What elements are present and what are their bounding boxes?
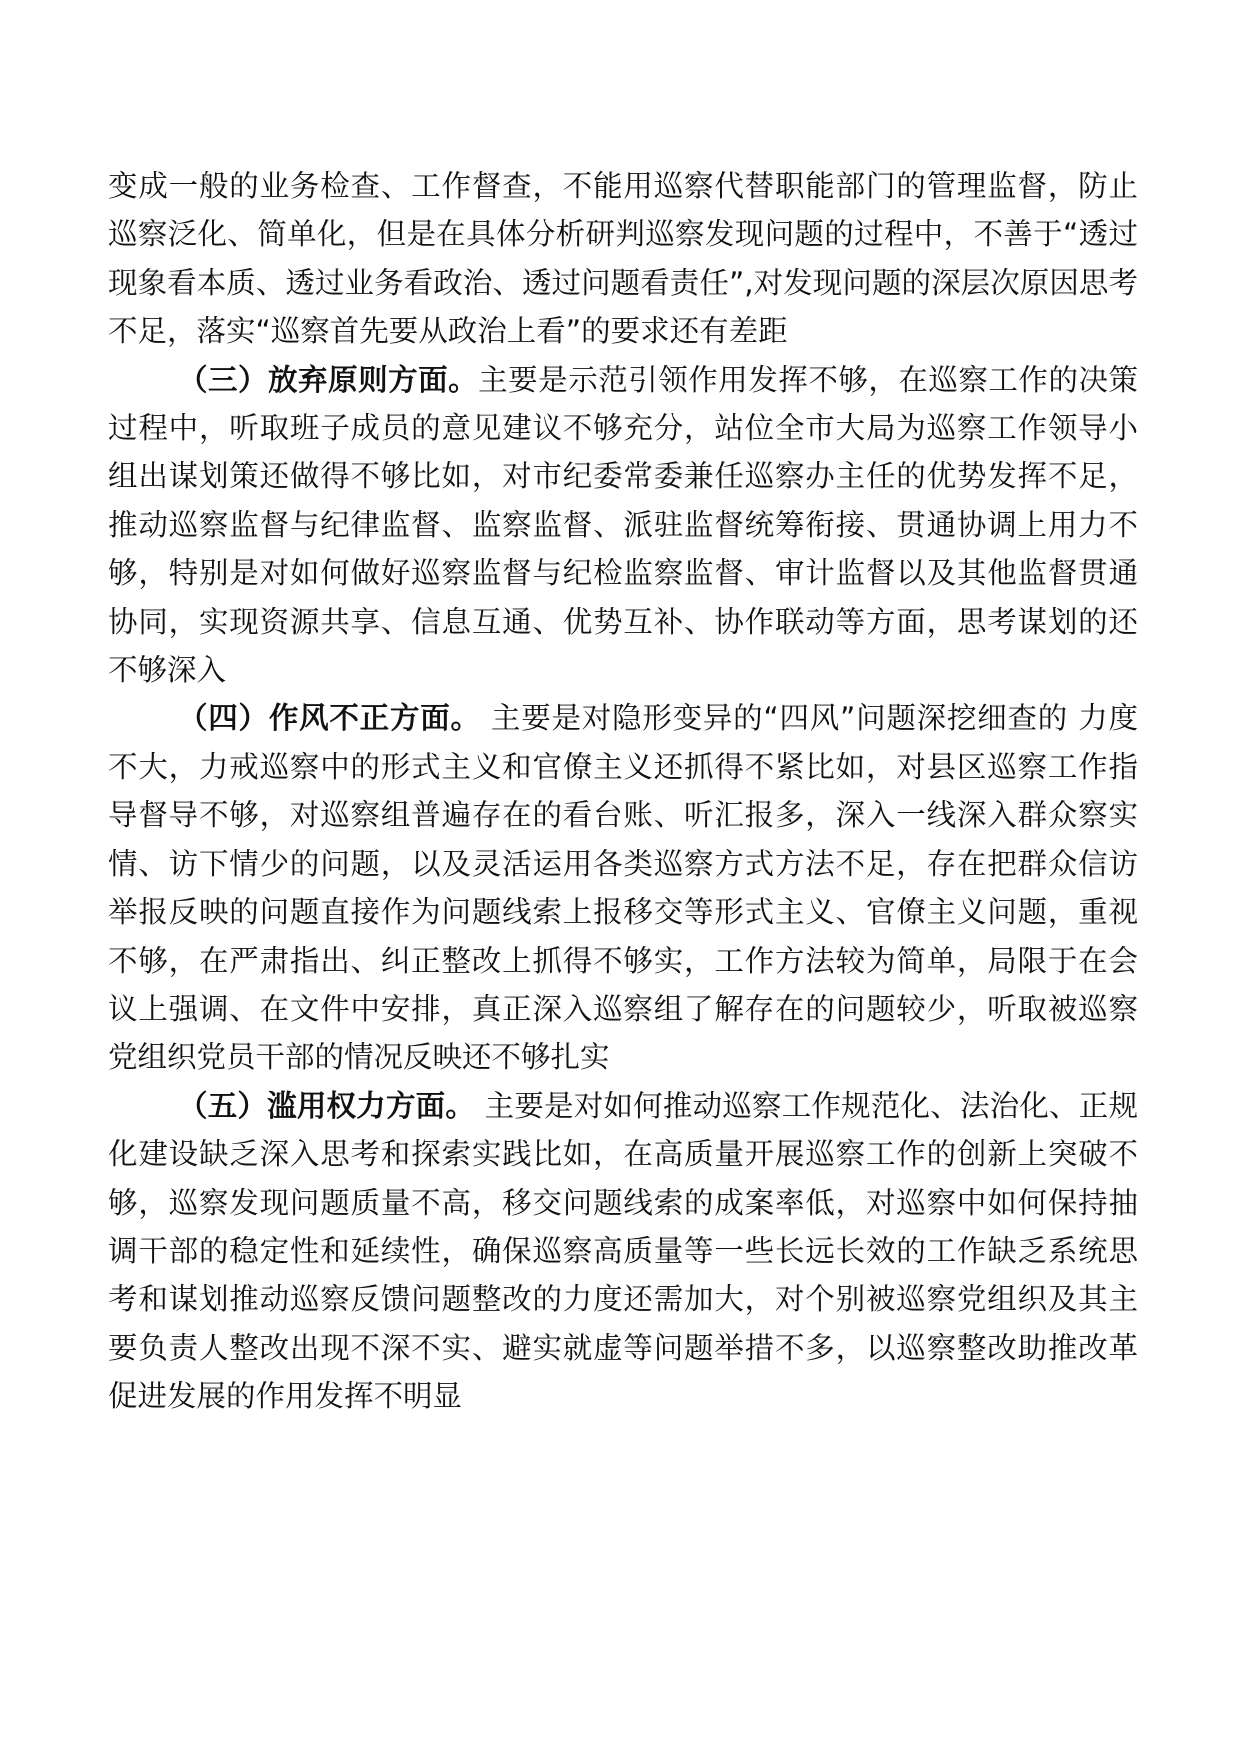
paragraph-body: 主要是对隐形变异的“四风”问题深挖细查的 力度不大，力戒巡察中的形式主义和官僚主义还抓得不紧比如，对县区巡察工作指导督导不够，对巡察组普遍存在的看台账、听汇报多，深入一线深入群众察实情、访下情少的问题，以及灵活运用各类巡察方式方法不足，存在把群众信访举报反映的问题直接作为问题线索上报移交等形式主义、官僚主义问题，重视不够，在严肃指出、纠正整改上抓得不够实，工作方法较为简单，局限于在会议上强调、在文件中安排，真正深入巡察组了解存在的问题较少，听取被巡察党组织党员干部的情况反映还不够扎实: [108, 701, 1138, 1075]
paragraph-body: 主要是示范引领作用发挥不够，在巡察工作的决策过程中，听取班子成员的意见建议不够充分，站位全市大局为巡察工作领导小组出谋划策还做得不够比如，对市纪委常委兼任巡察办主任的优势发挥不足，推动巡察监督与纪律监督、监察监督、派驻监督统筹衔接、贯通协调上用力不够，特别是对如何做好巡察监督与纪检监察监督、审计监督以及其他监督贯通协同，实现资源共享、信息互通、优势互补、协作联动等方面，思考谋划的还不够深入: [108, 362, 1138, 688]
section-heading: （四）作风不正方面。: [178, 701, 481, 736]
paragraph-continuation: [108, 162, 1138, 356]
paragraph-section-3: [108, 356, 1138, 695]
paragraph-body: 变成一般的业务检查、工作督查，不能用巡察代替职能部门的管理监督，防止巡察泛化、简单化，但是在具体分析研判巡察发现问题的过程中，不善于“透过现象看本质、透过业务看政治、透过问题看责任”,对发现问题的深层次原因思考不足，落实“巡察首先要从政治上看”的要求还有差距: [108, 169, 1138, 349]
paragraph-body: 主要是对如何推动巡察工作规范化、法治化、正规化建设缺乏深入思考和探索实践比如，在高质量开展巡察工作的创新上突破不够，巡察发现问题质量不高，移交问题线索的成案率低，对巡察中如何保持抽调干部的稳定性和延续性，确保巡察高质量等一些长远长效的工作缺乏系统思考和谋划推动巡察反馈问题整改的力度还需加大，对个别被巡察党组织及其主要负责人整改出现不深不实、避实就虚等问题举措不多，以巡察整改助推改革促进发展的作用发挥不明显: [108, 1088, 1138, 1414]
section-heading: （三）放弃原则方面。: [178, 362, 479, 397]
paragraph-section-5: [108, 1082, 1138, 1421]
section-heading: （五）滥用权力方面。: [178, 1088, 476, 1123]
paragraph-section-4: [108, 694, 1138, 1081]
document-body: [108, 162, 1138, 1421]
